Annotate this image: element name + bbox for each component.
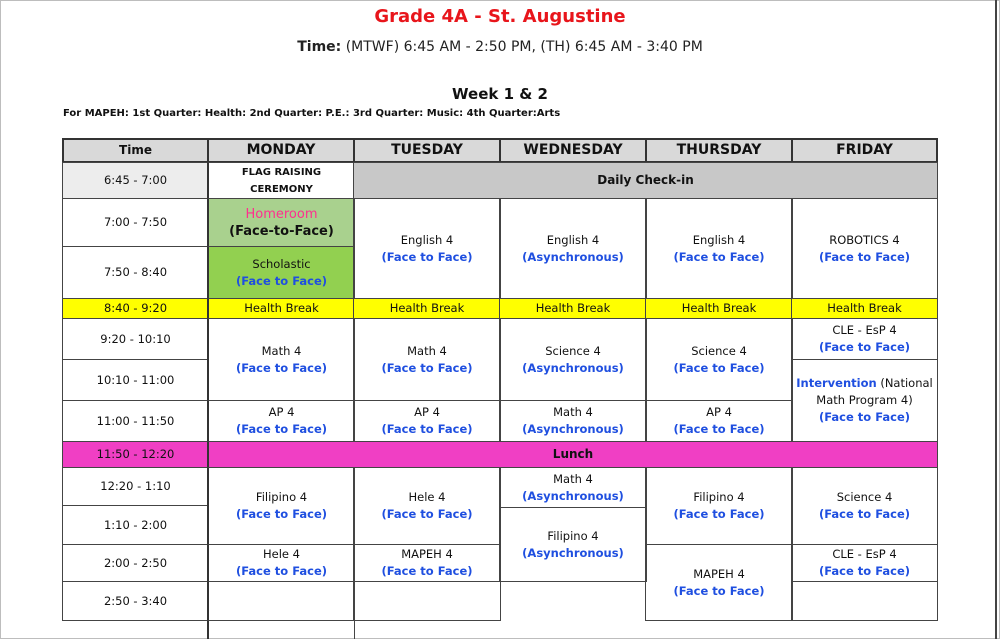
subject-name: Intervention (796, 376, 877, 390)
time-cell: 11:00 - 11:50 (62, 400, 209, 442)
health-break-cell: Health Break (207, 298, 355, 319)
empty-cell (791, 581, 938, 621)
monday-homeroom (207, 198, 355, 247)
time-cell: 11:50 - 12:20 (62, 441, 209, 468)
schedule-title: Grade 4A - St. Augustine (374, 6, 626, 27)
class-mode: (Face to Face) (818, 507, 911, 521)
time-cell: 1:10 - 2:00 (62, 505, 209, 545)
wednesday-math-afternoon (499, 467, 647, 508)
thursday-ap (645, 400, 793, 442)
subject-name: Homeroom (245, 206, 318, 222)
class-mode: (Asynchronous) (522, 422, 624, 436)
class-mode: (Face to Face) (818, 564, 911, 578)
header-tuesday: TUESDAY (353, 138, 501, 163)
schedule-time (0, 39, 1000, 55)
subject-name: Science 4 (836, 490, 893, 504)
class-mode: (Face-to-Face) (229, 223, 334, 239)
wednesday-filipino (499, 507, 647, 582)
tuesday-mapeh (353, 544, 501, 582)
monday-scholastic (207, 246, 355, 299)
subject-name: Hele 4 (408, 490, 446, 504)
monday-math (207, 318, 355, 401)
subject-name: Filipino 4 (255, 490, 308, 504)
class-mode: (Face to Face) (673, 507, 765, 521)
time-cell: 12:20 - 1:10 (62, 467, 209, 506)
monday-ap (207, 400, 355, 442)
health-break-cell: Health Break (645, 298, 793, 319)
header-friday: FRIDAY (791, 138, 938, 163)
monday-hele (207, 544, 355, 582)
subject-name: Science 4 (545, 343, 601, 358)
header-thursday: THURSDAY (645, 138, 793, 163)
class-mode: (Face to Face) (381, 360, 473, 375)
class-mode: (Face to Face) (381, 564, 473, 578)
time-cell: 10:10 - 11:00 (62, 359, 209, 401)
class-mode: (Face to Face) (818, 249, 911, 264)
daily-checkin-cell: Daily Check-in (353, 162, 938, 199)
health-break-cell: Health Break (791, 298, 938, 319)
thursday-filipino (645, 467, 793, 545)
class-mode: (Face to Face) (673, 360, 765, 375)
subject-name: English 4 (546, 232, 600, 247)
time-cell: 6:45 - 7:00 (62, 162, 209, 199)
subject-name: AP 4 (414, 405, 440, 419)
wednesday-english (499, 198, 647, 299)
time-value: (MTWF) 6:45 AM - 2:50 PM, (TH) 6:45 AM - 3:40 PM (345, 39, 703, 55)
class-mode: (Face to Face) (235, 422, 328, 436)
time-cell: 8:40 - 9:20 (62, 298, 209, 319)
friday-cle-afternoon (791, 544, 938, 582)
tuesday-math (353, 318, 501, 401)
subject-name: Math 4 (553, 405, 593, 419)
friday-cle (791, 318, 938, 360)
class-mode: (Face to Face) (673, 422, 765, 436)
class-mode: (Face to Face) (235, 273, 328, 288)
empty-cell (207, 620, 355, 639)
time-cell: 7:50 - 8:40 (62, 246, 209, 299)
empty-cell (207, 581, 355, 621)
class-mode: (Face to Face) (673, 249, 765, 264)
subject-name: English 4 (692, 232, 746, 247)
class-mode: (Face to Face) (673, 583, 765, 598)
thursday-science (645, 318, 793, 401)
time-cell: 2:00 - 2:50 (62, 544, 209, 582)
class-mode: (Face to Face) (235, 564, 328, 578)
empty-cell (353, 581, 501, 621)
header-wednesday: WEDNESDAY (499, 138, 647, 163)
health-break-cell: Health Break (353, 298, 501, 319)
time-cell: 2:50 - 3:40 (62, 581, 209, 621)
subject-name: Filipino 4 (693, 490, 745, 504)
flag-raising-cell: FLAG RAISING CEREMONY (207, 162, 355, 199)
header-time: Time (62, 138, 209, 163)
week-heading: Week 1 & 2 (452, 85, 548, 103)
class-mode: (Face to Face) (818, 410, 911, 424)
intervention-text (792, 375, 937, 409)
time-cell: 9:20 - 10:10 (62, 318, 209, 360)
class-mode: (Face to Face) (235, 360, 328, 375)
tuesday-english (353, 198, 501, 299)
monday-filipino (207, 467, 355, 545)
subject-name: Science 4 (691, 343, 747, 358)
header-monday: MONDAY (207, 138, 355, 163)
subject-name: English 4 (400, 232, 454, 247)
subject-name: ROBOTICS 4 (829, 232, 900, 247)
subject-name: Scholastic (252, 256, 311, 271)
class-mode: (Face to Face) (381, 507, 473, 521)
class-mode: (Asynchronous) (522, 360, 624, 375)
subject-name: CLE - EsP 4 (832, 547, 897, 561)
health-break-cell: Health Break (499, 298, 647, 319)
class-mode: (Asynchronous) (522, 249, 624, 264)
subject-name: MAPEH 4 (401, 547, 453, 561)
wednesday-science (499, 318, 647, 401)
class-mode: (Asynchronous) (522, 545, 624, 560)
lunch-cell: Lunch (207, 441, 938, 468)
thursday-english (645, 198, 793, 299)
class-mode: (Face to Face) (381, 422, 473, 436)
subject-detail: (National Math Program 4) (816, 376, 933, 407)
mapeh-note: For MAPEH: 1st Quarter: Health: 2nd Quarter: P.E.: 3rd Quarter: Music: 4th Quarter:Arts (63, 108, 561, 119)
time-cell: 7:00 - 7:50 (62, 198, 209, 247)
subject-name: AP 4 (706, 405, 732, 419)
class-mode: (Asynchronous) (522, 488, 624, 503)
tuesday-ap (353, 400, 501, 442)
class-mode: (Face to Face) (381, 249, 473, 264)
class-mode: (Face to Face) (235, 507, 328, 521)
friday-intervention (791, 359, 938, 442)
friday-robotics (791, 198, 938, 299)
thursday-mapeh (645, 544, 793, 621)
subject-name: MAPEH 4 (693, 566, 745, 581)
subject-name: Math 4 (553, 471, 593, 486)
subject-name: Filipino 4 (547, 528, 599, 543)
friday-science (791, 467, 938, 545)
tuesday-hele (353, 467, 501, 545)
time-label: Time: (297, 39, 342, 55)
subject-name: Hele 4 (263, 547, 300, 561)
subject-name: AP 4 (268, 405, 295, 419)
wednesday-math (499, 400, 647, 442)
subject-name: Math 4 (407, 343, 447, 358)
subject-name: CLE - EsP 4 (832, 323, 897, 337)
subject-name: Math 4 (261, 343, 302, 358)
class-mode: (Face to Face) (818, 340, 911, 354)
